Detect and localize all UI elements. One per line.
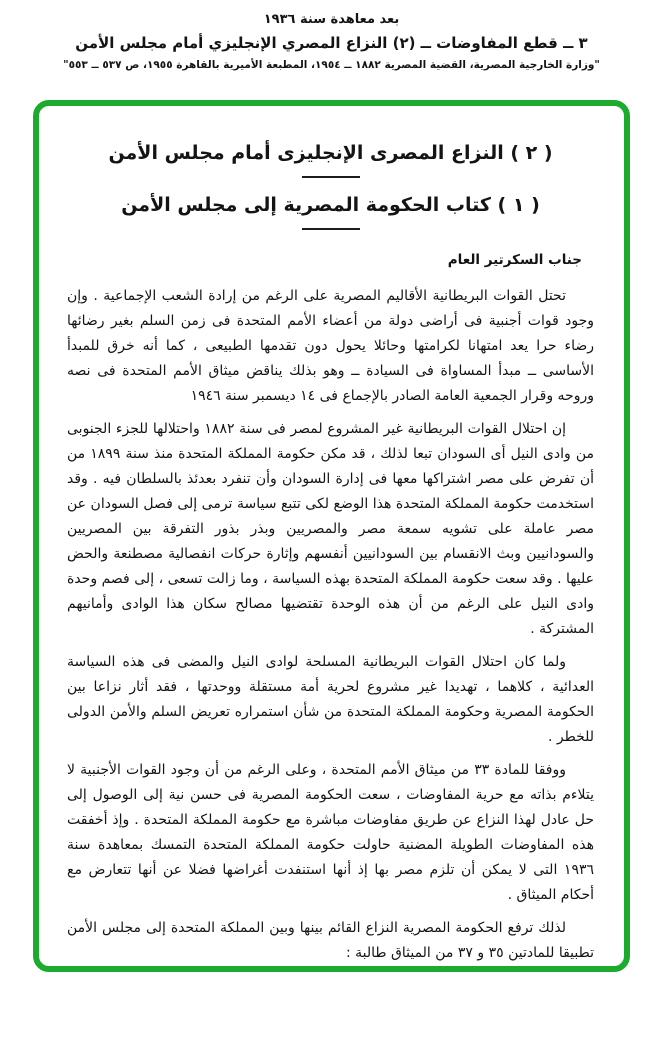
header-section-title: ٣ ــ قطع المفاوضات ــ (٢) النزاع المصري الإنجليزي أمام مجلس الأمن: [75, 34, 588, 52]
body-paragraph: تحتل القوات البريطانية الأقاليم المصرية على الرغم من إرادة الشعب الإجماعية . وإن وجود قوات أجنبية فى أراضى دولة من أعضاء الأمم المتحدة فى زمن السلم بغير رضائها رضاء حرا يعد امتهانا لكرامتها وحائلا يحول دون تقدمها الطبيعى ، كما أنه خرق للمبدأ الأساسى ــ مبدأ المساواة فى السيادة ــ وهو بذلك يناقض ميثاق الأمم المتحدة فى نصه وروحه وقرار الجمعية العامة الصادر بالإجماع فى ١٤ ديسمبر سنة ١٩٤٦: [67, 288, 594, 404]
page-header: [0, 0, 663, 71]
header-source-citation: "وزارة الخارجية المصرية، القضية المصرية ١٨٨٢ ــ ١٩٥٤، المطبعة الأميرية بالقاهرة ١٩٥٥، ص ٥٣٧ ــ ٥٥٣": [63, 59, 600, 71]
document-content: [39, 106, 624, 966]
body-paragraph: ووفقا للمادة ٣٣ من ميثاق الأمم المتحدة ، وعلى الرغم من أن وجود القوات الأجنبية لا يتلاءم بذاته مع حرية المفاوضات ، سعت الحكومة المصرية فى حسن نية إلى الوصول إلى حل عادل لهذا النزاع عن طريق مفاوضات مباشرة مع حكومة المملكة المتحدة . وإذ أخفقت هذه المفاوضات الطويلة المضنية حاولت حكومة المملكة المتحدة التمسك بمعاهدة سنة ١٩٣٦ التى لا يمكن أن تلزم مصر بها إذ أنها استنفدت أغراضها فضلا عن أنها تتعارض مع أحكام الميثاق .: [67, 762, 594, 903]
salutation: جناب السكرتير العام: [447, 252, 582, 268]
title-underline: [302, 228, 360, 230]
title-underline: [302, 176, 360, 178]
header-chapter-note: بعد معاهدة سنة ١٩٣٦: [263, 12, 400, 27]
doc-title-primary: ( ٢ ) النزاع المصرى الإنجليزى أمام مجلس الأمن: [108, 142, 553, 164]
body-paragraph: إن احتلال القوات البريطانية غير المشروع لمصر فى سنة ١٨٨٢ واحتلالها للجزء الجنوبى من وادى النيل أى السودان تبعا لذلك ، قد مكن حكومة المملكة المتحدة منذ سنة ١٨٩٩ من أن تفرض على مصر اشتراكها معها فى إدارة السودان وأن تنفرد بعدئذ بالسلطان فيه . وقد استخدمت حكومة المملكة المتحدة هذا الوضع لكى تتبع سياسة ترمى إلى فصل السودان عن مصر عاملة على تشويه سمعة مصر والمصريين وبذر بذور التفرقة بين المصريين والسودانيين وبث الانقسام بين السودانيين أنفسهم وإثارة حركات انفصالية مصطنعة والحض عليها . وقد سعت حكومة المملكة المتحدة بهذه السياسة ، وما زالت تسعى ، إلى فصم وحدة وادى النيل على الرغم من أن هذه الوحدة تقتضيها مصالح سكان هذا الوادى وأمانيهم المشتركة .: [67, 421, 595, 637]
doc-title-secondary: ( ١ ) كتاب الحكومة المصرية إلى مجلس الأمن: [121, 194, 540, 216]
body-paragraph: ولما كان احتلال القوات البريطانية المسلحة لوادى النيل والمضى فى هذه السياسة العدائية ، كلاهما ، تهديدا غير مشروع لحرية أمة مستقلة ووحدتها ، فقد أثار نزاعا بين الحكومة المصرية وحكومة المملكة المتحدة من شأن استمراره تعريض السلم والأمن الدولى للخطر .: [67, 654, 594, 745]
body-paragraph: لذلك ترفع الحكومة المصرية النزاع القائم بينها وبين المملكة المتحدة إلى مجلس الأمن تطبيقا للمادتين ٣٥ و ٣٧ من الميثاق طالبة :: [67, 920, 594, 961]
document-frame: [33, 100, 630, 972]
